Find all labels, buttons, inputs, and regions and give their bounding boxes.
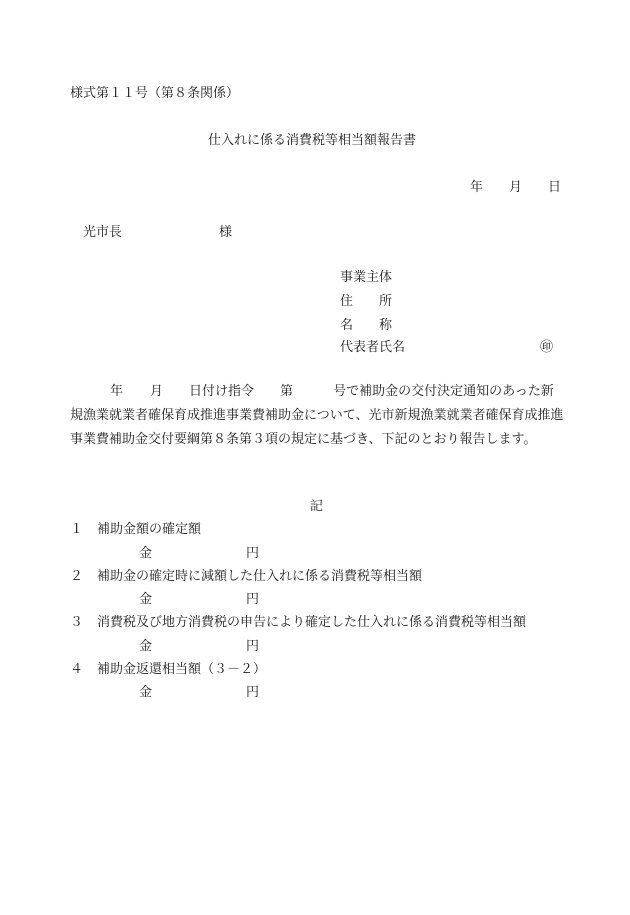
body-dated-directive: 日付け指令 (189, 384, 255, 399)
item-number-3: ３ (70, 615, 84, 630)
item-number-4: ４ (70, 662, 84, 677)
body-dai: 第 (280, 384, 294, 399)
date-month-label: 月 (509, 180, 523, 195)
item-yen-3: 円 (246, 639, 260, 654)
seal-mark: ㊞ (540, 340, 554, 355)
item-kin-1: 金 (139, 546, 153, 561)
item-number-2: ２ (70, 569, 84, 584)
body-paragraph (70, 380, 564, 452)
item-kin-2: 金 (139, 592, 153, 607)
address-label: 住 所 (340, 294, 393, 309)
item-kin-3: 金 (139, 639, 153, 654)
date-year-label: 年 (470, 180, 484, 195)
item-number-1: １ (70, 522, 84, 537)
item-label-4: 補助金返還相当額（３－２） (97, 662, 267, 677)
item-label-1: 補助金額の確定額 (97, 522, 202, 537)
item-yen-1: 円 (246, 546, 260, 561)
representative-label: 代表者氏名 (340, 340, 406, 355)
item-yen-4: 円 (246, 685, 260, 700)
item-label-2: 補助金の確定時に減額した仕入れに係る消費税等相当額 (97, 569, 423, 584)
date-day-label: 日 (548, 180, 562, 195)
ki-heading: 記 (310, 499, 324, 514)
body-year: 年 (110, 384, 124, 399)
item-kin-4: 金 (139, 685, 153, 700)
form-number: 様式第１１号（第８条関係） (70, 86, 240, 101)
item-label-3: 消費税及び地方消費税の申告により確定した仕入れに係る消費税等相当額 (97, 615, 527, 630)
applicant-heading: 事業主体 (340, 270, 393, 285)
addressee-honorific: 様 (219, 225, 233, 240)
page-title: 仕入れに係る消費税等相当額報告書 (208, 133, 417, 148)
item-yen-2: 円 (246, 592, 260, 607)
body-month: 月 (150, 384, 164, 399)
name-label: 名 称 (340, 318, 393, 333)
body-text: 号で補助金の交付決定通知のあった新規漁業就業者確保育成推進事業費補助金について、光市新規漁業就業者確保育成推進事業費補助金交付要綱第８条第３項の規定に基づき、下記のとおり報告します。 (70, 384, 564, 447)
addressee-name: 光市長 (83, 225, 123, 240)
